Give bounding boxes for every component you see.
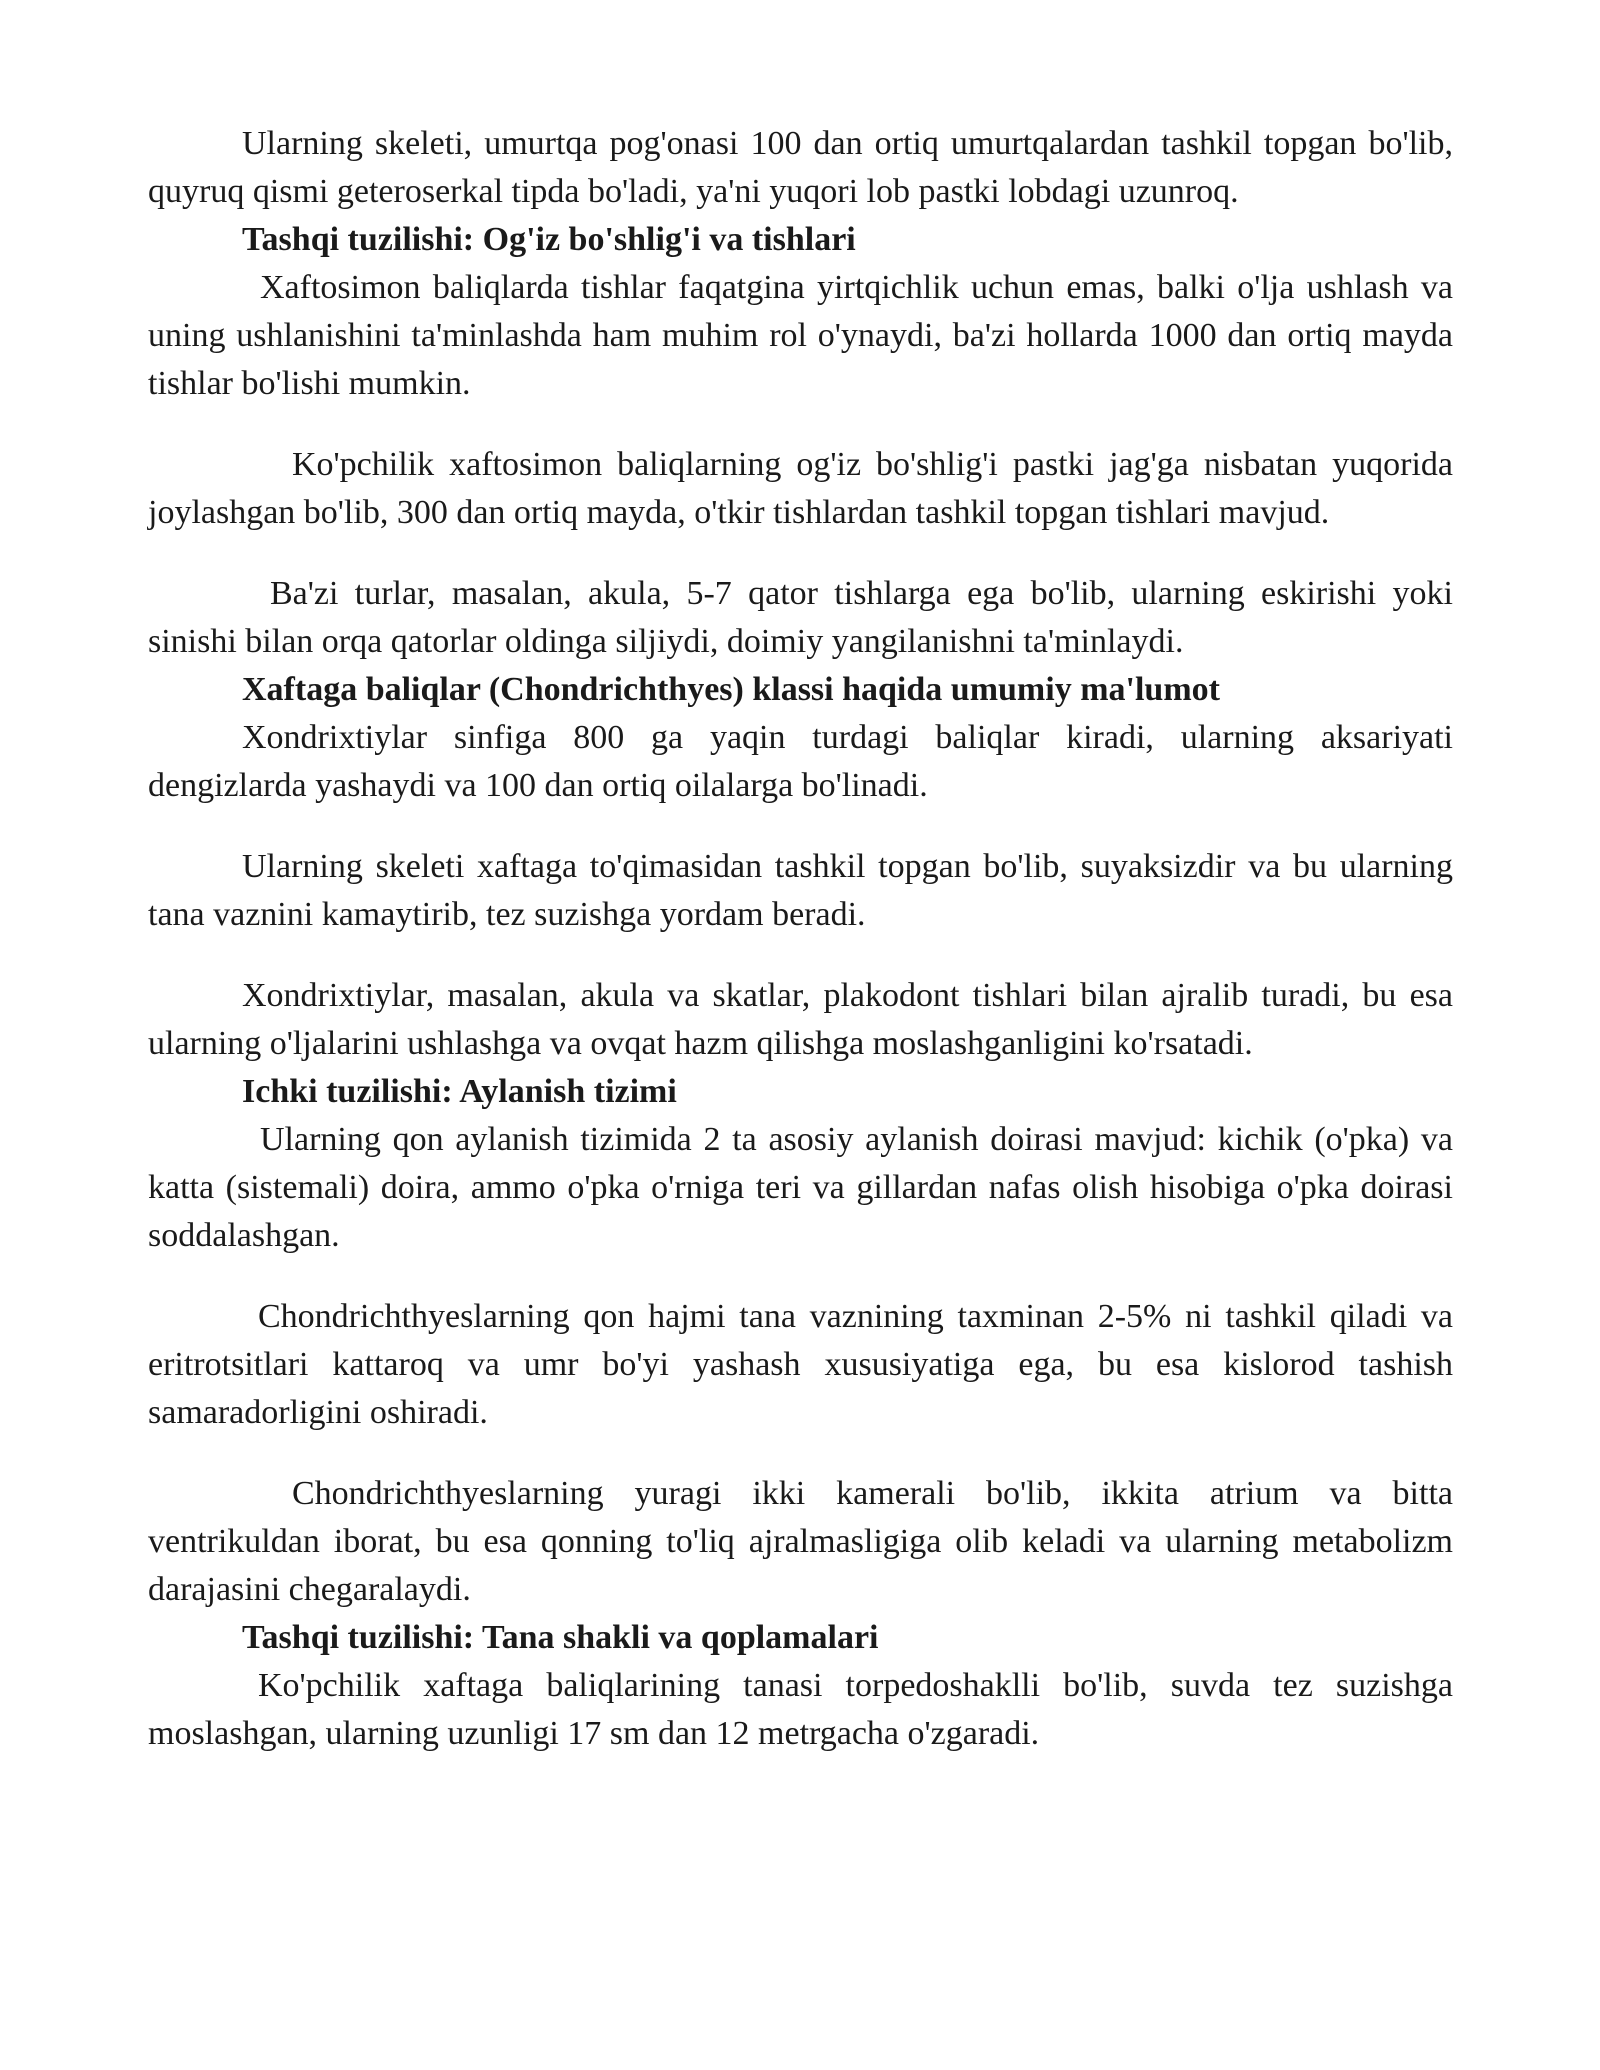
paragraph-teeth-rows: Ba'zi turlar, masalan, akula, 5-7 qator tishlarga ega bo'lib, ularning eskirishi yoki sinishi bilan orqa qatorlar oldinga siljiydi, doimiy yangilanishni ta'minlaydi. (148, 575, 1453, 660)
document-page (148, 120, 1453, 1758)
paragraph-mouth-position: Ko'pchilik xaftosimon baliqlarning og'iz bo'shlig'i pastki jag'ga nisbatan yuqorida joylashgan bo'lib, 300 dan ortiq mayda, o'tkir tishlardan tashkil topgan tishlari mavjud. (148, 446, 1453, 531)
paragraph-heart-chambers: Chondrichthyeslarning yuragi ikki kamerali bo'lib, ikkita atrium va bitta ventrikuldan iborat, bu esa qonning to'liq ajralmasligiga olib keladi va ularning metabolizm darajasini chegaralaydi. (148, 1475, 1453, 1608)
paragraph-cartilage-skeleton: Ularning skeleti xaftaga to'qimasidan tashkil topgan bo'lib, suyaksizdir va bu ularning tana vaznini kamaytirib, tez suzishga yordam beradi. (148, 848, 1453, 933)
paragraph-teeth-function: Xaftosimon baliqlarda tishlar faqatgina yirtqichlik uchun emas, balki o'lja ushlash va uning ushlanishini ta'minlashda ham muhim rol o'ynaydi, ba'zi hollarda 1000 dan ortiq mayda tishlar bo'lishi mumkin. (148, 269, 1453, 402)
paragraph-blood-volume: Chondrichthyeslarning qon hajmi tana vaznining taxminan 2-5% ni tashkil qiladi va eritrotsitlari kattaroq va umr bo'yi yashash xususiyatiga ega, bu esa kislorod tashish samaradorligini oshiradi. (148, 1298, 1453, 1431)
paragraph-torpedo-shape: Ko'pchilik xaftaga baliqlarining tanasi torpedoshaklli bo'lib, suvda tez suzishga moslashgan, ularning uzunligi 17 sm dan 12 metrgacha o'zgaradi. (148, 1667, 1453, 1752)
heading-mouth-teeth: Tashqi tuzilishi: Og'iz bo'shlig'i va tishlari (242, 221, 856, 258)
heading-body-shape: Tashqi tuzilishi: Tana shakli va qoplamalari (242, 1619, 879, 1656)
paragraph-circulation-circles: Ularning qon aylanish tizimida 2 ta asosiy aylanish doirasi mavjud: kichik (o'pka) va katta (sistemali) doira, ammo o'pka o'rniga teri va gillardan nafas olish hisobiga o'pka doirasi soddalashgan. (148, 1121, 1453, 1254)
heading-chondrichthyes-class: Xaftaga baliqlar (Chondrichthyes) klassi haqida umumiy ma'lumot (242, 671, 1220, 708)
paragraph-placodont-teeth: Xondrixtiylar, masalan, akula va skatlar, plakodont tishlari bilan ajralib turadi, bu esa ularning o'ljalarini ushlashga va ovqat hazm qilishga moslashganligini ko'rsatadi. (148, 977, 1453, 1062)
paragraph-skeleton-vertebrae: Ularning skeleti, umurtqa pog'onasi 100 dan ortiq umurtqalardan tashkil topgan bo'lib, quyruq qismi geteroserkal tipda bo'ladi, ya'ni yuqori lob pastki lobdagi uzunroq. (148, 125, 1453, 210)
paragraph-species-count: Xondrixtiylar sinfiga 800 ga yaqin turdagi baliqlar kiradi, ularning aksariyati dengizlarda yashaydi va 100 dan ortiq oilalarga bo'linadi. (148, 719, 1453, 804)
heading-circulatory-system: Ichki tuzilishi: Aylanish tizimi (242, 1073, 677, 1110)
